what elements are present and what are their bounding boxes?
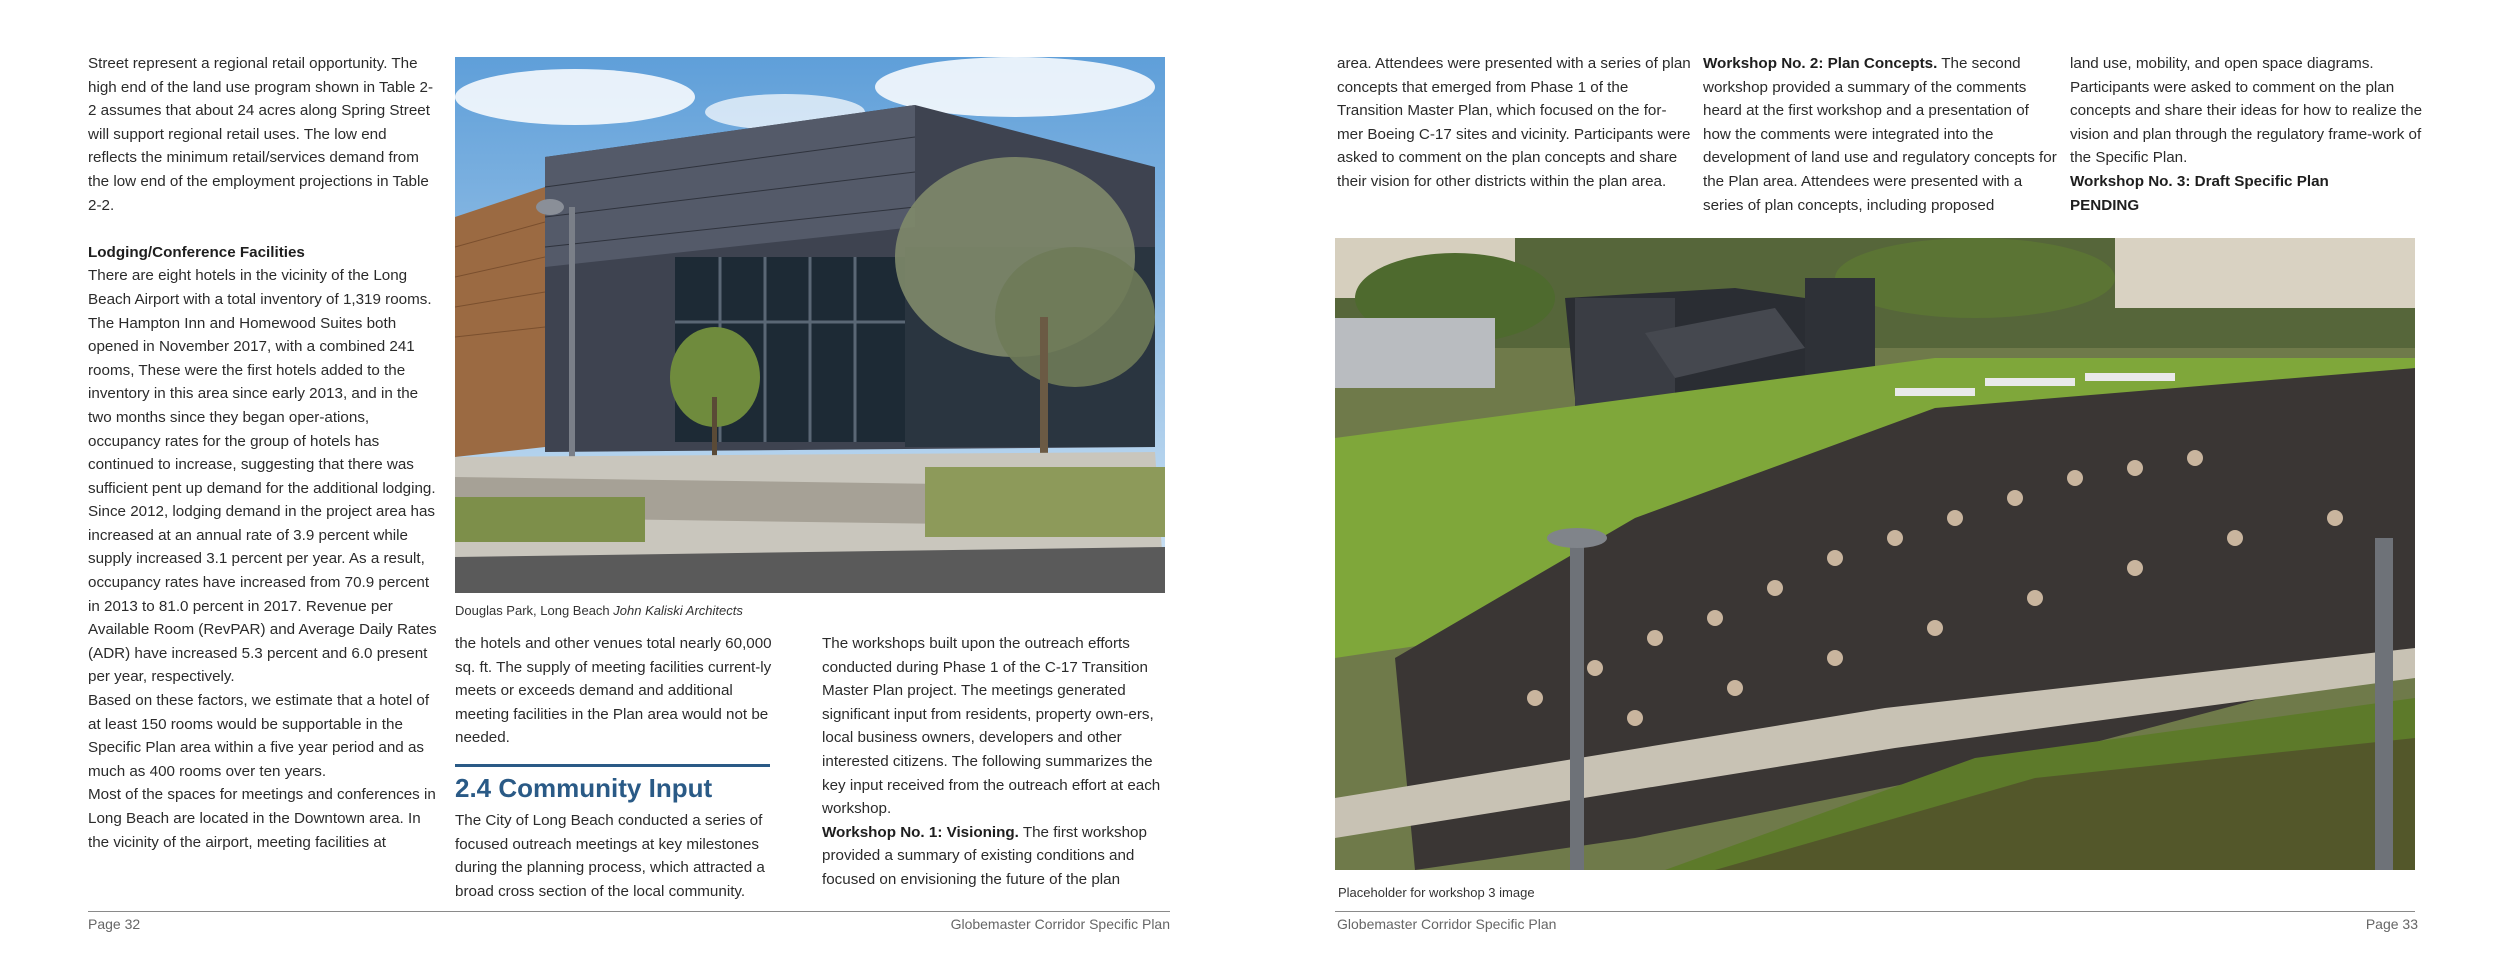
paragraph: the hotels and other venues total nearly 60,000 sq. ft. The supply of meeting facilities current-ly meets or exceeds demand and additional meeting facilities in the Plan area would not be needed.	[455, 635, 772, 747]
footer-rule	[88, 911, 1170, 912]
workshop-3-label: Workshop No. 3: Draft Specific Plan	[2070, 172, 2329, 190]
paragraph: The City of Long Beach conducted a series of focused outreach meetings at key milestones during the planning process, which attracted a broad cross section of the local community.	[455, 811, 765, 900]
paragraph: land use, mobility, and open space diagrams. Participants were asked to comment on the plan concepts and share their ideas for how to realize the vision and plan through the regulatory frame-work of the Specific Plan.	[2070, 55, 2423, 167]
footer-title: Globemaster Corridor Specific Plan	[950, 916, 1170, 932]
building-photo	[455, 57, 1165, 593]
left-column-2	[455, 632, 785, 903]
workshop-2-label: Workshop No. 2: Plan Concepts.	[1703, 55, 1938, 72]
photo-caption	[455, 603, 743, 618]
left-column-1	[88, 52, 438, 854]
workshop-1-text: The first workshop provided a summary of existing conditions and focused on envisioning the future of the plan	[822, 823, 1147, 888]
paragraph: There are eight hotels in the vicinity of the Long Beach Airport with a total inventory of 1,319 rooms. The Hampton Inn and Homewood Suites both opened in November 2017, with a combined 241 rooms, These were the first hotels added to the inventory in this area since early 2013, and in the two months since they began oper-ations, occupancy rates for the group of hotels has continued to increase, suggesting that there was sufficient pent up demand for the additional lodging.	[88, 267, 436, 497]
footer-rule	[1335, 911, 2415, 912]
left-column-3	[822, 632, 1172, 892]
right-column-3	[2070, 52, 2435, 217]
paragraph-workshop-2	[1703, 52, 2058, 217]
subheading-lodging: Lodging/Conference Facilities	[88, 243, 305, 261]
section-title: 2.4 Community Input	[455, 764, 770, 803]
footer-title: Globemaster Corridor Specific Plan	[1337, 916, 1557, 932]
photo-caption: Placeholder for workshop 3 image	[1338, 885, 1535, 900]
paragraph: Based on these factors, we estimate that a hotel of at least 150 rooms would be supportable in the Specific Plan area within a five year period and as much as 400 rooms over ten years.	[88, 692, 430, 780]
paragraph: The workshops built upon the outreach efforts conducted during Phase 1 of the C-17 Transition Master Plan project. The meetings generated significant input from residents, property own-ers, local business owners, developers and other interested citizens. The following summarizes the key input received from the outreach effort at each workshop.	[822, 635, 1161, 818]
page-number: Page 32	[88, 916, 141, 932]
page-number: Page 33	[2365, 916, 2418, 932]
paragraph: Street represent a regional retail opportunity. The high end of the land use program shown in Table 2-2 assumes that about 24 acres along Spring Street will support regional retail uses. The low end reflects the minimum retail/services demand from the low end of the employment projections in Table 2-2.	[88, 55, 434, 214]
right-column-1	[1337, 52, 1692, 194]
paragraph: Most of the spaces for meetings and conferences in Long Beach are located in the Downtown area. In the vicinity of the airport, meeting facilities at	[88, 786, 436, 851]
right-column-2	[1703, 52, 2058, 217]
workshop-2-text: The second workshop provided a summary of the comments heard at the first workshop and a presentation of how the comments were integrated into the development of land use and regulatory concepts for the Plan area. Attendees were presented with a series of plan concepts, including proposed	[1703, 55, 2057, 214]
workshop-3-status: PENDING	[2070, 196, 2140, 214]
workshop-1-label: Workshop No. 1: Visioning.	[822, 823, 1019, 841]
paragraph-workshop-1	[822, 821, 1172, 892]
right-page	[1250, 0, 2500, 966]
paragraph: area. Attendees were presented with a series of plan concepts that emerged from Phase 1 of the Transition Master Plan, which focused on the for-mer Boeing C-17 sites and vicinity. Participants were asked to comment on the plan concepts and share their vision for other districts within the plan area.	[1337, 55, 1691, 190]
workshop-crowd-photo	[1335, 238, 2415, 870]
caption-credit: John Kaliski Architects	[613, 603, 743, 618]
paragraph: Since 2012, lodging demand in the project area has increased at an annual rate of 3.9 percent while supply increased 3.1 percent per year. As a result, occupancy rates have increased from 70.9 percent in 2013 to 81.0 percent in 2017. Revenue per Available Room (RevPAR) and Average Daily Rates (ADR) have increased 5.3 percent and 6.0 present per year, respectively.	[88, 503, 437, 686]
caption-text: Douglas Park, Long Beach	[455, 603, 610, 618]
